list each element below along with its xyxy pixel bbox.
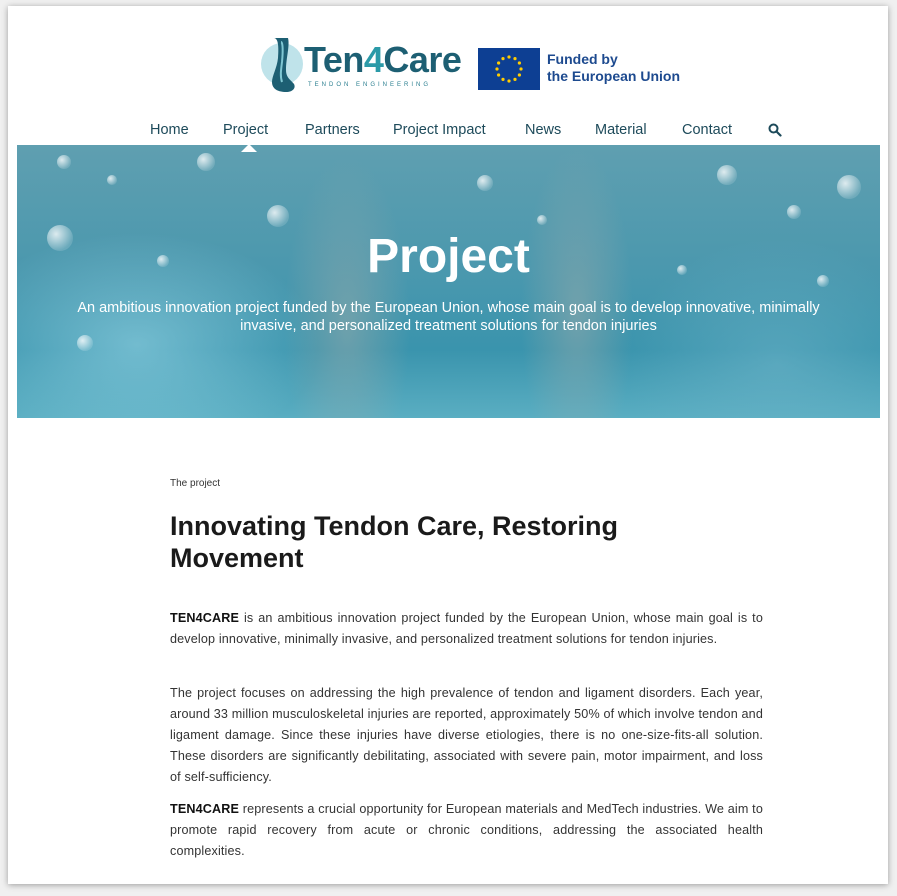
nav-project[interactable]: Project <box>223 122 269 138</box>
hero-title: Project <box>367 230 530 283</box>
ten4care-logo[interactable] <box>260 34 470 98</box>
nav-material[interactable]: Material <box>595 122 647 138</box>
eu-star <box>497 61 500 64</box>
nav-project-impact[interactable]: Project Impact <box>393 122 486 138</box>
nav-news[interactable]: News <box>525 122 562 138</box>
water-bubble <box>787 205 801 219</box>
eu-star <box>519 67 522 70</box>
nav-partners[interactable]: Partners <box>305 122 360 138</box>
eu-star <box>501 78 504 81</box>
foot-logo-icon <box>260 36 304 94</box>
paragraph-opportunity <box>170 799 763 862</box>
water-bubble <box>267 205 289 227</box>
water-bubble <box>717 165 737 185</box>
nav-contact[interactable]: Contact <box>682 122 732 138</box>
main-nav <box>8 121 888 143</box>
active-nav-indicator <box>241 144 257 152</box>
eu-funding-line1: Funded by <box>547 51 618 67</box>
water-bubble <box>477 175 493 191</box>
water-bubble <box>77 335 93 351</box>
eu-star <box>507 55 510 58</box>
eu-flag-icon <box>478 48 540 90</box>
paragraph-focus: The project focuses on addressing the high prevalence of tendon and ligament disorders. Each year, around 33 million musculoskeletal injuries are reported, approximately 50% of which involve tendon and ligament damage. Since these injuries have diverse etiologies, there is no one-size-fits-all solution. These disorders are significantly debilitating, associated with severe pain, motor impairment, and loss of self-sufficiency. <box>170 686 763 784</box>
nav-home[interactable]: Home <box>150 122 189 138</box>
paragraph-intro <box>170 608 763 650</box>
eu-star <box>495 67 498 70</box>
section-eyebrow: The project <box>170 478 221 489</box>
project-name-bold: TEN4CARE <box>170 611 240 625</box>
paragraph-opportunity-text: represents a crucial opportunity for European materials and MedTech industries. We aim to promote rapid recovery from acute or chronic conditions, addressing the associated health complexities. <box>170 802 763 858</box>
page <box>8 6 888 884</box>
water-bubble <box>837 175 861 199</box>
eu-funding-label <box>547 51 680 85</box>
project-name-bold: TEN4CARE <box>170 802 240 816</box>
hero-subtitle-line2: invasive, and personalized treatment solutions for tendon injuries <box>240 318 657 334</box>
water-bubble <box>537 215 547 225</box>
hero-banner <box>17 145 880 418</box>
water-bubble <box>57 155 71 169</box>
eu-star <box>497 73 500 76</box>
eu-star <box>507 79 510 82</box>
eu-star <box>501 57 504 60</box>
paragraph-intro-text: is an ambitious innovation project funded by the European Union, whose main goal is to develop innovative, minimally invasive, and personalized treatment solutions for tendon injuries. <box>170 611 763 646</box>
hero-subtitle-line1: An ambitious innovation project funded by the European Union, whose main goal is to develop innovative, minimally <box>77 300 820 316</box>
eu-funding-line2: the European Union <box>547 68 680 84</box>
water-bubble <box>107 175 117 185</box>
eu-star <box>513 57 516 60</box>
section-heading: Innovating Tendon Care, Restoring Movement <box>170 511 619 573</box>
eu-star <box>518 73 521 76</box>
brand-tagline: TENDON ENGINEERING <box>308 82 432 88</box>
eu-star <box>518 61 521 64</box>
brand-name: Ten4Care <box>304 39 462 80</box>
hero-subtitle <box>37 299 860 335</box>
eu-star <box>513 78 516 81</box>
search-icon[interactable] <box>768 123 782 137</box>
water-bubble <box>197 153 215 171</box>
